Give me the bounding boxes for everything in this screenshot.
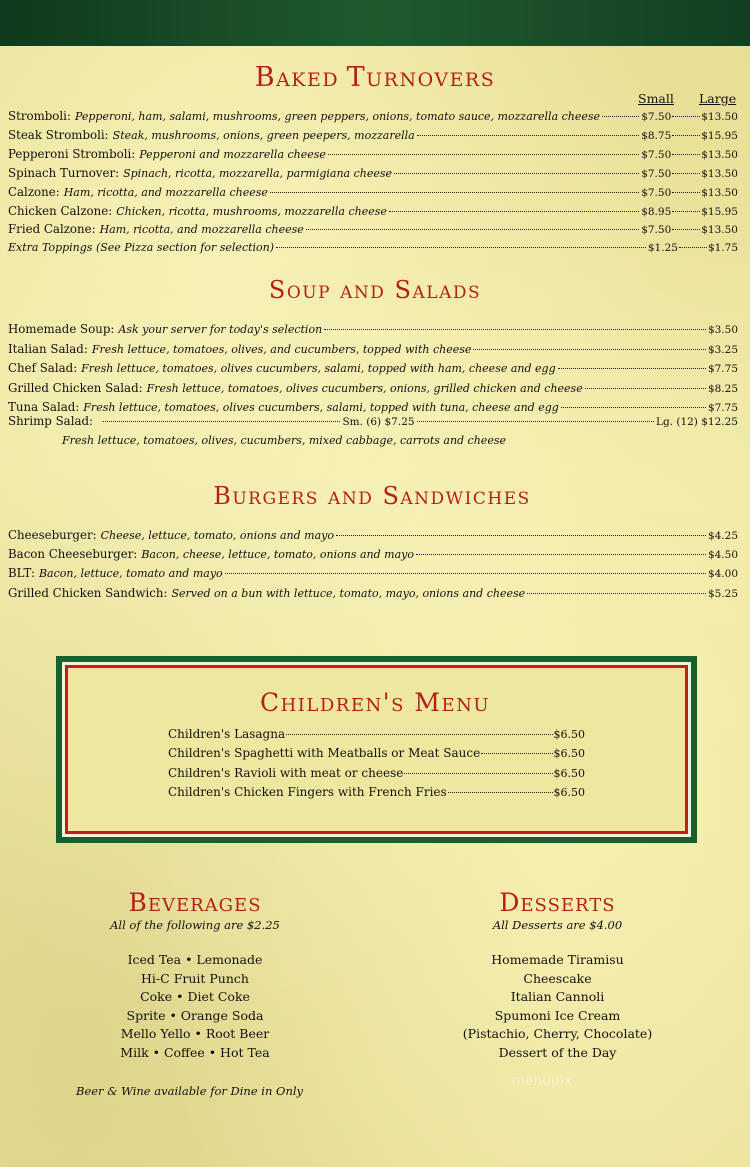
leader-dots xyxy=(672,116,700,117)
leader-dots xyxy=(672,192,700,193)
price-large: $13.50 xyxy=(701,186,738,199)
childrens-menu-row xyxy=(168,766,585,784)
item-name: BLT: xyxy=(8,566,35,581)
price-small: $7.50 xyxy=(641,167,672,180)
price-large: $15.95 xyxy=(701,205,738,218)
section-title-baked-turnovers: BAKED TURNOVERS xyxy=(254,62,496,93)
leader-dots xyxy=(336,535,706,536)
item-name: Tuna Salad: xyxy=(8,400,80,414)
beverage-item: Hi-C Fruit Punch xyxy=(141,970,249,986)
leader-dots xyxy=(473,349,706,350)
leader-dots xyxy=(558,368,706,369)
section-title-burgers-sandwiches: Burgers and Sandwiches xyxy=(213,482,531,510)
item-description: Pepperoni, ham, salami, mushrooms, green peppers, onions, tomato sauce, mozzarella cheese xyxy=(74,110,601,123)
leader-dots xyxy=(679,247,707,248)
desserts-section xyxy=(450,888,665,1064)
item-name: Children's Chicken Fingers with French Fries xyxy=(168,784,447,799)
price: $8.25 xyxy=(707,382,738,395)
price-small: Sm. (6) $7.25 xyxy=(342,416,415,428)
column-header-large: Large xyxy=(699,91,737,106)
dessert-item: Dessert of the Day xyxy=(498,1044,617,1060)
beverage-item: Milk • Coffee • Hot Tea xyxy=(120,1044,270,1060)
dessert-item: Italian Cannoli xyxy=(510,989,605,1005)
item-name: Italian Salad: xyxy=(8,341,88,356)
leader-dots xyxy=(324,329,706,330)
price: $4.25 xyxy=(707,530,738,542)
item-description: Ham, ricotta, and mozzarella cheese xyxy=(63,185,268,199)
leader-dots xyxy=(276,247,646,248)
beverage-item: Coke • Diet Coke xyxy=(140,989,250,1005)
item-description: Served on a bun with lettuce, tomato, mayo, onions and cheese xyxy=(171,586,526,600)
leader-dots xyxy=(404,773,552,774)
column-header-small: Small xyxy=(638,91,674,106)
leader-dots xyxy=(672,135,700,136)
item-description: Spinach, ricotta, mozzarella, parmigiana cheese xyxy=(123,166,393,180)
price: $6.50 xyxy=(553,728,585,741)
item-name: Fried Calzone: xyxy=(8,222,96,237)
leader-dots xyxy=(602,116,639,117)
dessert-item: Homemade Tiramisu xyxy=(491,952,624,967)
leader-dots xyxy=(286,734,552,735)
item-description: Pepperoni and mozzarella cheese xyxy=(139,147,326,161)
item-name: Calzone: xyxy=(8,184,60,199)
price-large: Lg. (12) $12.25 xyxy=(655,416,738,428)
menu-row xyxy=(8,222,738,240)
item-name: Children's Lasagna xyxy=(168,727,286,741)
leader-dots xyxy=(561,407,706,408)
price-large: $13.50 xyxy=(701,148,738,161)
item-name: Chicken Calzone: xyxy=(8,203,113,218)
price: $6.50 xyxy=(553,747,585,761)
menu-row xyxy=(8,322,738,340)
leader-dots xyxy=(672,229,700,230)
item-name: Chef Salad: xyxy=(8,361,78,375)
item-description: Fresh lettuce, tomatoes, olives, and cucumbers, topped with cheese xyxy=(91,342,472,356)
price: $6.50 xyxy=(553,785,585,799)
section-title-childrens-menu: Children's Menu xyxy=(259,688,491,717)
item-description: Fresh lettuce, tomatoes, olives cucumbers, onions, grilled chicken and cheese xyxy=(146,381,583,395)
menu-row xyxy=(8,361,738,379)
childrens-menu-row xyxy=(168,746,585,764)
menu-row-shrimp-salad xyxy=(8,414,738,432)
menu-row xyxy=(8,547,738,565)
menu-row xyxy=(8,185,738,203)
item-description: Cheese, lettuce, tomato, onions and mayo xyxy=(100,529,334,542)
beverage-item: Sprite • Orange Soda xyxy=(126,1007,264,1023)
price-large: $13.50 xyxy=(701,111,738,123)
item-description: Bacon, cheese, lettuce, tomato, onions and mayo xyxy=(141,548,415,562)
price-small: $1.25 xyxy=(647,242,678,255)
leader-dots xyxy=(672,173,700,174)
price: $4.50 xyxy=(707,549,738,562)
leader-dots xyxy=(328,154,639,155)
leader-dots xyxy=(389,211,639,212)
item-name: Grilled Chicken Salad: xyxy=(8,380,143,395)
beverages-subtitle: All of the following are $2.25 xyxy=(110,918,280,932)
beverage-item: Iced Tea • Lemonade xyxy=(127,952,263,967)
item-description: Ask your server for today's selection xyxy=(118,323,323,336)
item-description: Chicken, ricotta, mushrooms, mozzarella cheese xyxy=(116,204,387,218)
menu-row xyxy=(8,128,738,146)
price-large: $15.95 xyxy=(701,129,738,142)
shrimp-salad-description: Fresh lettuce, tomatoes, olives, cucumbers, mixed cabbage, carrots and cheese xyxy=(62,434,506,447)
price-small: $7.50 xyxy=(641,148,672,161)
beer-wine-note: Beer & Wine available for Dine in Only xyxy=(76,1084,304,1098)
menu-row xyxy=(8,381,738,399)
dessert-item: Spumoni Ice Cream xyxy=(494,1007,621,1023)
price: $5.25 xyxy=(707,587,738,600)
price: $7.75 xyxy=(707,402,738,414)
menu-row xyxy=(8,147,738,165)
item-name: Pepperoni Stromboli: xyxy=(8,146,136,161)
menu-row xyxy=(8,528,738,546)
price-small: $7.50 xyxy=(641,224,672,237)
price-large: $13.50 xyxy=(701,167,738,180)
price-small: $8.75 xyxy=(641,129,672,142)
dessert-item: Cheescake xyxy=(523,970,592,986)
beverages-title: Beverages xyxy=(128,888,262,917)
leader-dots xyxy=(672,211,700,212)
menu-row xyxy=(8,109,738,127)
item-name: Children's Spaghetti with Meatballs or Meat Sauce xyxy=(168,746,481,761)
childrens-menu-row xyxy=(168,785,585,803)
item-name: Steak Stromboli: xyxy=(8,127,109,142)
leader-dots xyxy=(270,192,639,193)
price: $4.00 xyxy=(707,568,738,581)
price: $7.75 xyxy=(707,363,738,375)
leader-dots xyxy=(416,554,706,555)
leader-dots xyxy=(417,135,639,136)
menu-row xyxy=(8,241,738,259)
menu-row xyxy=(8,166,738,184)
childrens-menu-row xyxy=(168,727,585,745)
dessert-item: (Pistachio, Cherry, Chocolate) xyxy=(462,1026,653,1042)
beverages-section xyxy=(90,888,300,1064)
price: $3.50 xyxy=(707,324,738,336)
top-banner xyxy=(0,0,750,46)
item-name: Grilled Chicken Sandwich: xyxy=(8,585,168,600)
item-name: Cheeseburger: xyxy=(8,528,97,542)
desserts-subtitle: All Desserts are $4.00 xyxy=(492,918,623,932)
price: $6.50 xyxy=(553,766,585,780)
price-large: $13.50 xyxy=(701,224,738,237)
item-description: Fresh lettuce, tomatoes, olives cucumbers, salami, topped with ham, cheese and egg xyxy=(81,362,556,375)
item-name: Homemade Soup: xyxy=(8,322,115,336)
leader-dots xyxy=(527,593,706,594)
menu-row xyxy=(8,204,738,222)
item-description: Steak, mushrooms, onions, green peepers, mozzarella xyxy=(112,128,415,142)
item-name: Bacon Cheeseburger: xyxy=(8,547,138,562)
menu-row xyxy=(8,566,738,584)
item-name: Children's Ravioli with meat or cheese xyxy=(168,765,404,780)
item-description: Fresh lettuce, tomatoes, olives cucumbers, salami, topped with tuna, cheese and egg xyxy=(83,401,559,414)
item-name: Shrimp Salad: xyxy=(8,414,94,428)
leader-dots xyxy=(672,154,700,155)
item-name: Stromboli: xyxy=(8,109,71,123)
leader-dots xyxy=(306,229,639,230)
desserts-title: Desserts xyxy=(499,888,616,917)
leader-dots xyxy=(394,173,639,174)
item-name: Spinach Turnover: xyxy=(8,165,120,180)
menu-row xyxy=(8,586,738,604)
price-small: $8.95 xyxy=(641,205,672,218)
leader-dots xyxy=(448,792,553,793)
price-small: $7.50 xyxy=(641,186,672,199)
beverage-item: Mello Yello • Root Beer xyxy=(120,1026,270,1042)
leader-dots xyxy=(585,388,706,389)
item-description: Ham, ricotta, and mozzarella cheese xyxy=(99,223,304,237)
leader-dots xyxy=(225,573,706,574)
menu-row xyxy=(8,342,738,360)
leader-dots xyxy=(481,753,552,754)
price-small: $7.50 xyxy=(641,111,672,123)
price-large: $1.75 xyxy=(707,242,738,255)
price: $3.25 xyxy=(707,343,738,356)
watermark: menupix xyxy=(512,1074,573,1089)
item-description: Bacon, lettuce, tomato and mayo xyxy=(38,567,223,581)
section-title-soup-salads: Soup and Salads xyxy=(268,276,482,304)
item-description: Extra Toppings (See Pizza section for selection) xyxy=(8,241,275,255)
